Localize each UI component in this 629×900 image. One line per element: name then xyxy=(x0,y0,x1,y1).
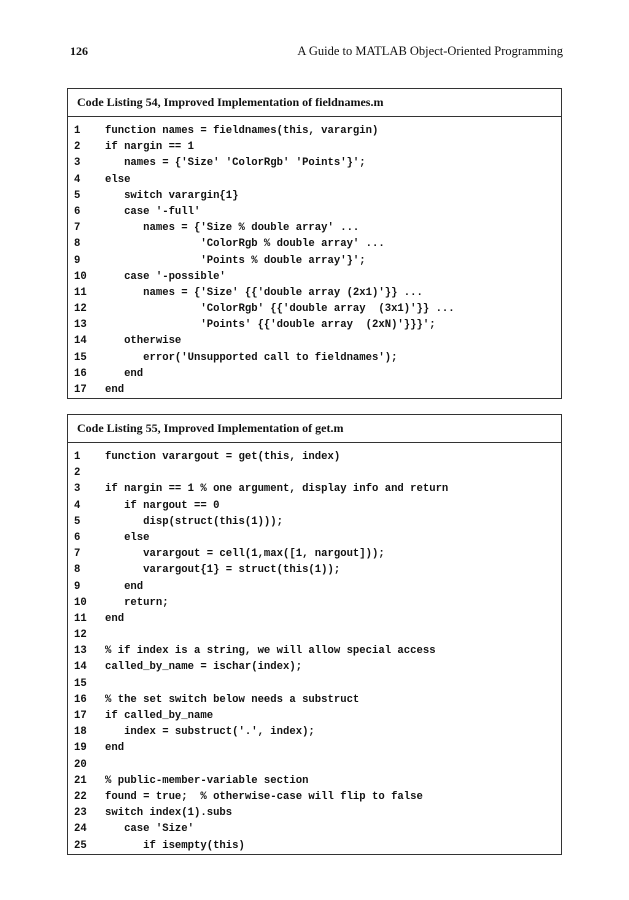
code-line xyxy=(68,382,561,398)
code-line xyxy=(68,317,561,333)
code-line xyxy=(68,708,561,724)
code-text: function varargout = get(this, index) xyxy=(105,451,341,463)
code-text: 'Points' {{'double array (2xN)'}}}'; xyxy=(105,319,436,332)
code-line xyxy=(68,236,561,252)
code-text: varargout{1} = struct(this(1)); xyxy=(105,564,341,577)
code-text: names = {'Size' {{'double array (2x1)'}} ... xyxy=(105,286,423,299)
line-number: 11 xyxy=(74,612,87,625)
code-text: return; xyxy=(105,596,169,609)
code-line xyxy=(68,155,561,171)
code-line xyxy=(68,301,561,317)
code-text: switch index(1).subs xyxy=(105,807,233,820)
code-text: case '-possible' xyxy=(105,270,226,283)
line-number: 7 xyxy=(74,548,81,561)
code-line xyxy=(68,188,561,204)
line-number: 25 xyxy=(74,839,87,852)
code-text: switch varargin{1} xyxy=(105,189,239,202)
code-line xyxy=(68,611,561,627)
code-text: 'Points % double array'}'; xyxy=(105,254,366,267)
code-line xyxy=(68,838,561,854)
line-number: 9 xyxy=(74,580,81,593)
code-line xyxy=(68,139,561,155)
line-number: 1 xyxy=(74,451,81,463)
listing-title: Code Listing 55, Improved Implementation of get.m xyxy=(68,415,561,443)
code-line xyxy=(68,333,561,349)
code-line xyxy=(68,676,561,692)
code-text: case '-full' xyxy=(105,205,201,218)
line-number: 13 xyxy=(74,319,87,332)
code-line xyxy=(68,805,561,821)
code-text: if isempty(this) xyxy=(105,839,245,852)
line-number: 11 xyxy=(74,286,87,299)
line-number: 22 xyxy=(74,790,87,803)
line-number: 6 xyxy=(74,205,81,218)
line-number: 6 xyxy=(74,531,81,544)
code-text: % if index is a string, we will allow special access xyxy=(105,645,436,658)
line-number: 8 xyxy=(74,238,81,251)
code-block xyxy=(68,117,561,398)
code-text: 'ColorRgb' {{'double array (3x1)'}} ... xyxy=(105,303,455,316)
code-line xyxy=(68,757,561,773)
code-line xyxy=(68,350,561,366)
line-number: 2 xyxy=(74,141,81,154)
code-line xyxy=(68,514,561,530)
code-line xyxy=(68,821,561,837)
code-text: if nargin == 1 xyxy=(105,141,195,154)
code-text: disp(struct(this(1))); xyxy=(105,515,284,528)
code-line xyxy=(68,579,561,595)
line-number: 3 xyxy=(74,157,81,170)
line-number: 2 xyxy=(74,467,81,480)
code-text: end xyxy=(105,384,125,396)
line-number: 5 xyxy=(74,189,81,202)
code-text: end xyxy=(105,367,144,380)
code-text: index = substruct('.', index); xyxy=(105,726,315,739)
code-text: if nargin == 1 % one argument, display info and return xyxy=(105,483,449,496)
code-line xyxy=(68,481,561,497)
code-line xyxy=(68,204,561,220)
code-line xyxy=(68,498,561,514)
listing-title: Code Listing 54, Improved Implementation of fieldnames.m xyxy=(68,89,561,117)
line-number: 24 xyxy=(74,823,87,836)
code-line xyxy=(68,546,561,562)
code-text: names = {'Size' 'ColorRgb' 'Points'}'; xyxy=(105,157,366,170)
code-text: % public-member-variable section xyxy=(105,774,309,787)
code-line xyxy=(68,789,561,805)
code-listing-get xyxy=(67,414,562,855)
line-number: 18 xyxy=(74,726,87,739)
code-line xyxy=(68,627,561,643)
code-block xyxy=(68,443,561,854)
code-text: otherwise xyxy=(105,335,182,348)
code-text: else xyxy=(105,531,150,544)
code-text: called_by_name = ischar(index); xyxy=(105,661,303,674)
line-number: 10 xyxy=(74,596,87,609)
code-line xyxy=(68,285,561,301)
code-listing-fieldnames xyxy=(67,88,562,399)
code-text: if nargout == 0 xyxy=(105,499,220,512)
line-number: 9 xyxy=(74,254,81,267)
code-line xyxy=(68,530,561,546)
line-number: 3 xyxy=(74,483,81,496)
line-number: 7 xyxy=(74,222,81,235)
line-number: 13 xyxy=(74,645,87,658)
line-number: 17 xyxy=(74,384,87,396)
code-line xyxy=(68,724,561,740)
code-line xyxy=(68,269,561,285)
code-text: names = {'Size % double array' ... xyxy=(105,222,360,235)
code-text: found = true; % otherwise-case will flip to false xyxy=(105,790,423,803)
code-text: if called_by_name xyxy=(105,710,214,722)
code-line xyxy=(68,253,561,269)
line-number: 20 xyxy=(74,758,87,771)
line-number: 16 xyxy=(74,367,87,380)
line-number: 19 xyxy=(74,742,87,755)
line-number: 23 xyxy=(74,807,87,820)
line-number: 15 xyxy=(74,351,87,364)
line-number: 16 xyxy=(74,693,87,706)
line-number: 5 xyxy=(74,515,81,528)
line-number: 14 xyxy=(74,661,87,674)
line-number: 12 xyxy=(74,303,87,316)
line-number: 21 xyxy=(74,774,87,787)
code-line xyxy=(68,643,561,659)
code-line xyxy=(68,123,561,139)
line-number: 17 xyxy=(74,710,87,722)
code-text: end xyxy=(105,580,144,593)
line-number: 14 xyxy=(74,335,87,348)
line-number: 10 xyxy=(74,270,87,283)
line-number: 15 xyxy=(74,677,87,690)
line-number: 12 xyxy=(74,629,87,642)
code-line xyxy=(68,465,561,481)
code-line xyxy=(68,220,561,236)
code-line xyxy=(68,659,561,675)
line-number: 4 xyxy=(74,499,81,512)
code-line xyxy=(68,172,561,188)
line-number: 8 xyxy=(74,564,81,577)
code-line xyxy=(68,449,561,465)
code-text: function names = fieldnames(this, varargin) xyxy=(105,125,379,137)
line-number: 4 xyxy=(74,173,81,186)
code-text: % the set switch below needs a substruct xyxy=(105,693,360,706)
code-line xyxy=(68,692,561,708)
code-line xyxy=(68,773,561,789)
running-title: A Guide to MATLAB Object-Oriented Programming xyxy=(297,44,563,58)
code-line xyxy=(68,366,561,382)
line-number: 1 xyxy=(74,125,81,137)
code-text: end xyxy=(105,742,125,755)
code-text: end xyxy=(105,612,125,625)
code-text: case 'Size' xyxy=(105,823,195,836)
code-text: 'ColorRgb % double array' ... xyxy=(105,238,385,251)
code-text: varargout = cell(1,max([1, nargout])); xyxy=(105,548,385,561)
code-line xyxy=(68,595,561,611)
page-number: 126 xyxy=(70,44,88,58)
code-line xyxy=(68,740,561,756)
code-text: else xyxy=(105,173,131,186)
code-text: error('Unsupported call to fieldnames'); xyxy=(105,351,398,364)
code-line xyxy=(68,562,561,578)
